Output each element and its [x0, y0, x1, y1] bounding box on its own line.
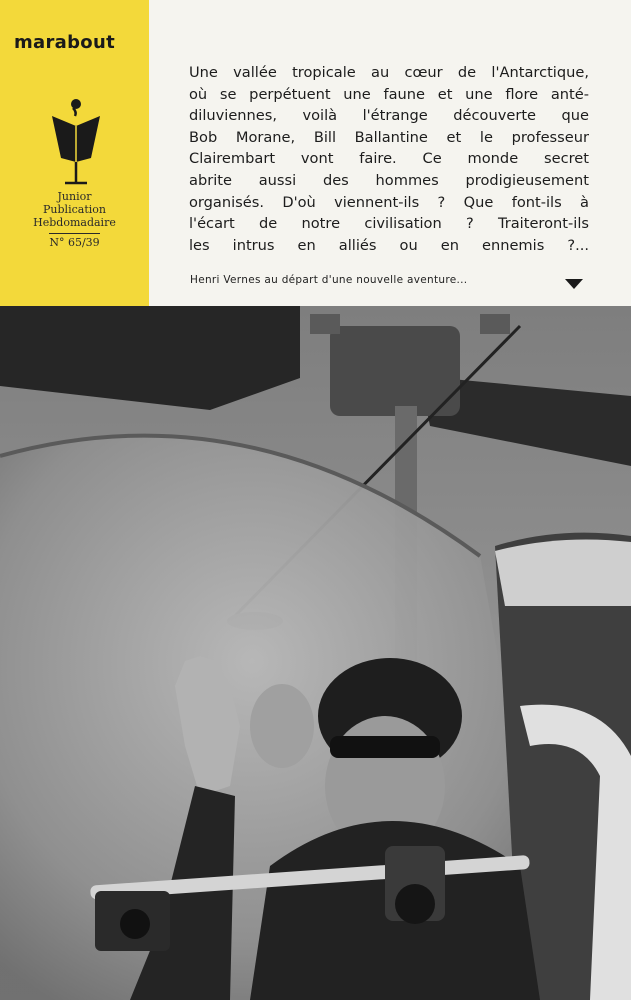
blurb-line: les intrus en alliés ou en ennemis ?... [189, 236, 589, 254]
blurb-line: l'écart de notre civilisation ? Traiteront-ils [189, 215, 589, 233]
brand-name: marabout [14, 32, 115, 53]
blurb-line: organisés. D'où viennent-ils ? Que font-ils à [189, 193, 589, 211]
blurb-line: où se perpétuent une faune et une flore anté- [189, 85, 589, 103]
blurb-line: Bob Morane, Bill Ballantine et le professeur [189, 128, 589, 146]
blurb-line: abrite aussi des hommes prodigieusement [189, 171, 589, 189]
blurb-line: Clairembart vont faire. Ce monde secret [189, 150, 589, 168]
down-arrow-icon [565, 279, 583, 289]
marabout-bird-logo-icon [49, 96, 103, 188]
imprint [0, 190, 149, 249]
cover-photo [0, 306, 631, 1000]
imprint-line: Junior [57, 190, 92, 203]
blurb-text [189, 62, 589, 256]
imprint-line: Publication [43, 203, 106, 216]
publisher-panel [0, 0, 149, 306]
teaser-text: Henri Vernes au départ d'une nouvelle aventure... [190, 274, 468, 286]
issue-number: N° 65/39 [49, 233, 99, 249]
blurb-line: Une vallée tropicale au cœur de l'Antarctique, [189, 64, 589, 81]
imprint-line: Hebdomadaire [33, 216, 116, 229]
helicopter-photo-illustration [0, 306, 631, 1000]
blurb-line: diluviennes, voilà l'étrange découverte que [189, 107, 589, 125]
